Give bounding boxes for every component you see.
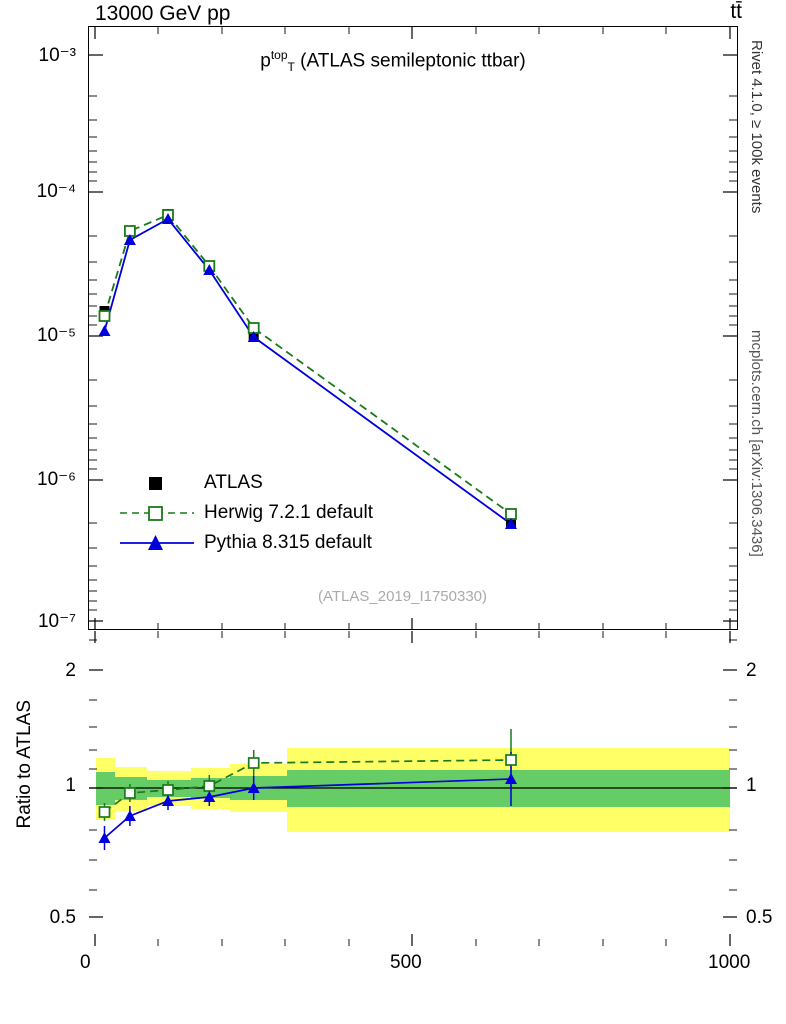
ratio-ytick-2-right: 2 [746, 660, 757, 681]
plot-title-prefix: p [260, 50, 271, 72]
main-ytick-1e-7: 10⁻⁷ [37, 611, 76, 632]
main-ytick-1e-6: 10⁻⁶ [37, 469, 76, 490]
series-markers-herwig [100, 210, 517, 519]
ratio-ytick-05-left: 0.5 [49, 907, 76, 928]
xtick-1000: 1000 [708, 952, 751, 973]
plot-title-sub: T [287, 60, 295, 75]
side-text-mcplots: mcplots.cern.ch [arXiv:1306.3436] [748, 330, 765, 557]
legend-label-0: ATLAS [204, 472, 263, 493]
xtick-500: 500 [390, 952, 422, 973]
main-ytick-1e-3: 10⁻³ [38, 45, 76, 66]
ratio-ytick-1-left: 1 [65, 775, 76, 796]
legend-label-2: Pythia 8.315 default [204, 532, 372, 553]
header-left: 13000 GeV pp [95, 2, 231, 25]
main-ytick-1e-5: 10⁻⁵ [36, 325, 76, 346]
legend-label-1: Herwig 7.2.1 default [204, 502, 373, 523]
ratio-ytick-2-left: 2 [65, 660, 76, 681]
ratio-ytick-05-right: 0.5 [746, 907, 773, 928]
ratio-ytick-1-right: 1 [746, 775, 757, 796]
xtick-0: 0 [80, 952, 91, 973]
side-text-rivet: Rivet 4.1.0, ≥ 100k events [748, 40, 765, 214]
analysis-watermark: (ATLAS_2019_I1750330) [318, 588, 488, 605]
main-ytick-1e-4: 10⁻⁴ [36, 181, 76, 202]
series-line-pythia [105, 219, 512, 524]
series-line-herwig [105, 215, 512, 514]
plot-title-sup: top [270, 48, 288, 62]
ratio-axis-label: Ratio to ATLAS [14, 700, 35, 829]
header-right: tt̄ [730, 0, 742, 23]
series-markers-atlas [100, 209, 517, 529]
plot-title-rest: (ATLAS semileptonic ttbar) [294, 50, 526, 72]
series-markers-pythia [99, 213, 518, 529]
